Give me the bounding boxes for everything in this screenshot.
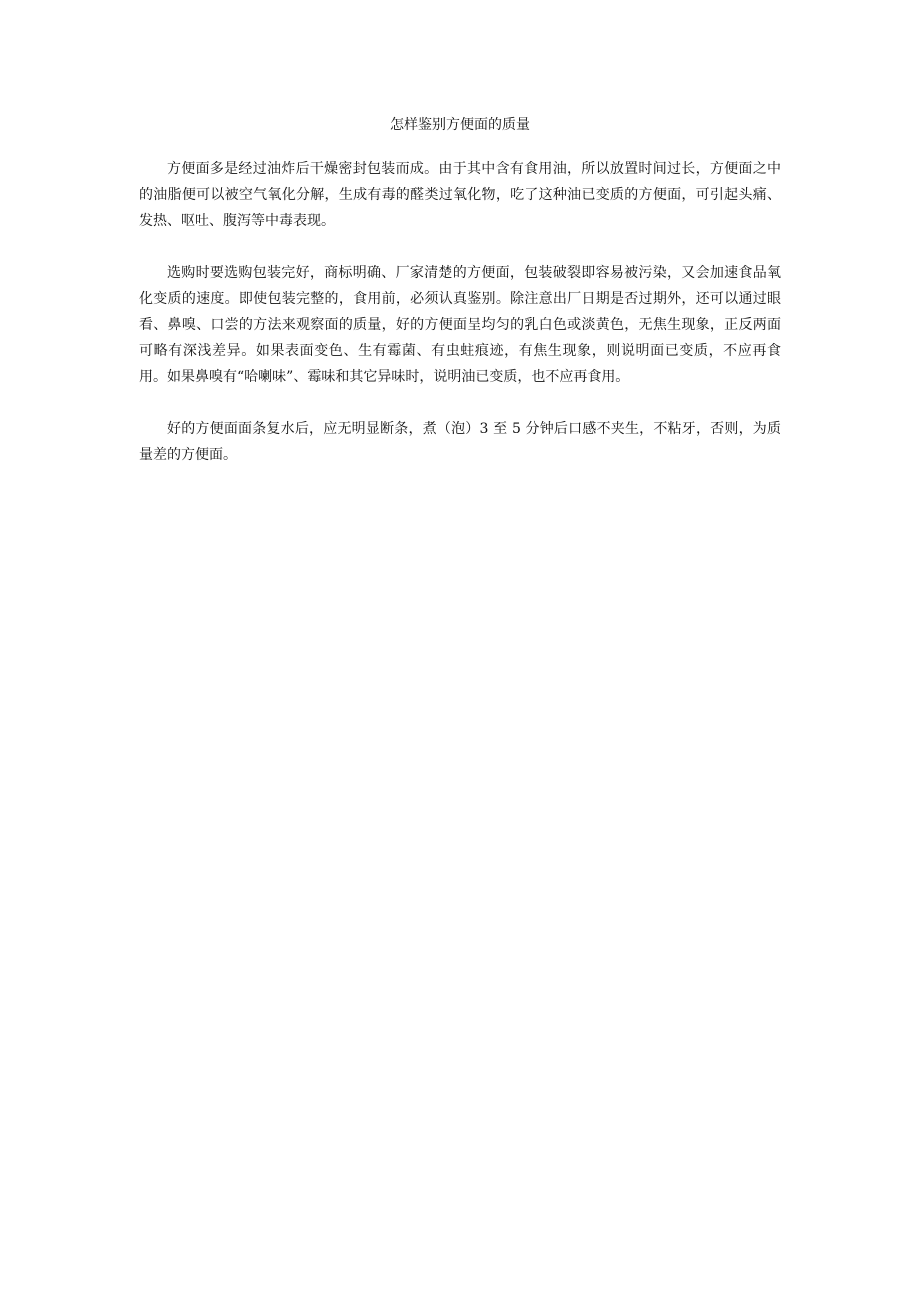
paragraph-cooking: 好的方便面面条复水后，应无明显断条，煮（泡）3 至 5 分钟后口感不夹生，不粘牙，否则，为质量差的方便面。	[139, 421, 781, 463]
paragraph-intro: 方便面多是经过油炸后干燥密封包装而成。由于其中含有食用油，所以放置时间过长，方便面之中的油脂便可以被空气氧化分解，生成有毒的醛类过氧化物，吃了这种油已变质的方便面，可引起头痛、发热、呕吐、腹泻等中毒表现。	[139, 161, 781, 229]
document-title: 怎样鉴别方便面的质量	[390, 117, 530, 133]
document-body	[139, 112, 781, 494]
paragraph-selection: 选购时要选购包装完好，商标明确、厂家清楚的方便面，包装破裂即容易被污染，又会加速食品氧化变质的速度。即使包装完整的，食用前，必须认真鉴别。除注意出厂日期是否过期外，还可以通过眼看、鼻嗅、口尝的方法来观察面的质量，好的方便面呈均匀的乳白色或淡黄色，无焦生现象，正反两面可略有深浅差异。如果表面变色、生有霉菌、有虫蛀痕迹，有焦生现象，则说明面已变质，不应再食用。如果鼻嗅有“哈喇味”、霉味和其它异味时，说明油已变质，也不应再食用。	[139, 265, 781, 385]
